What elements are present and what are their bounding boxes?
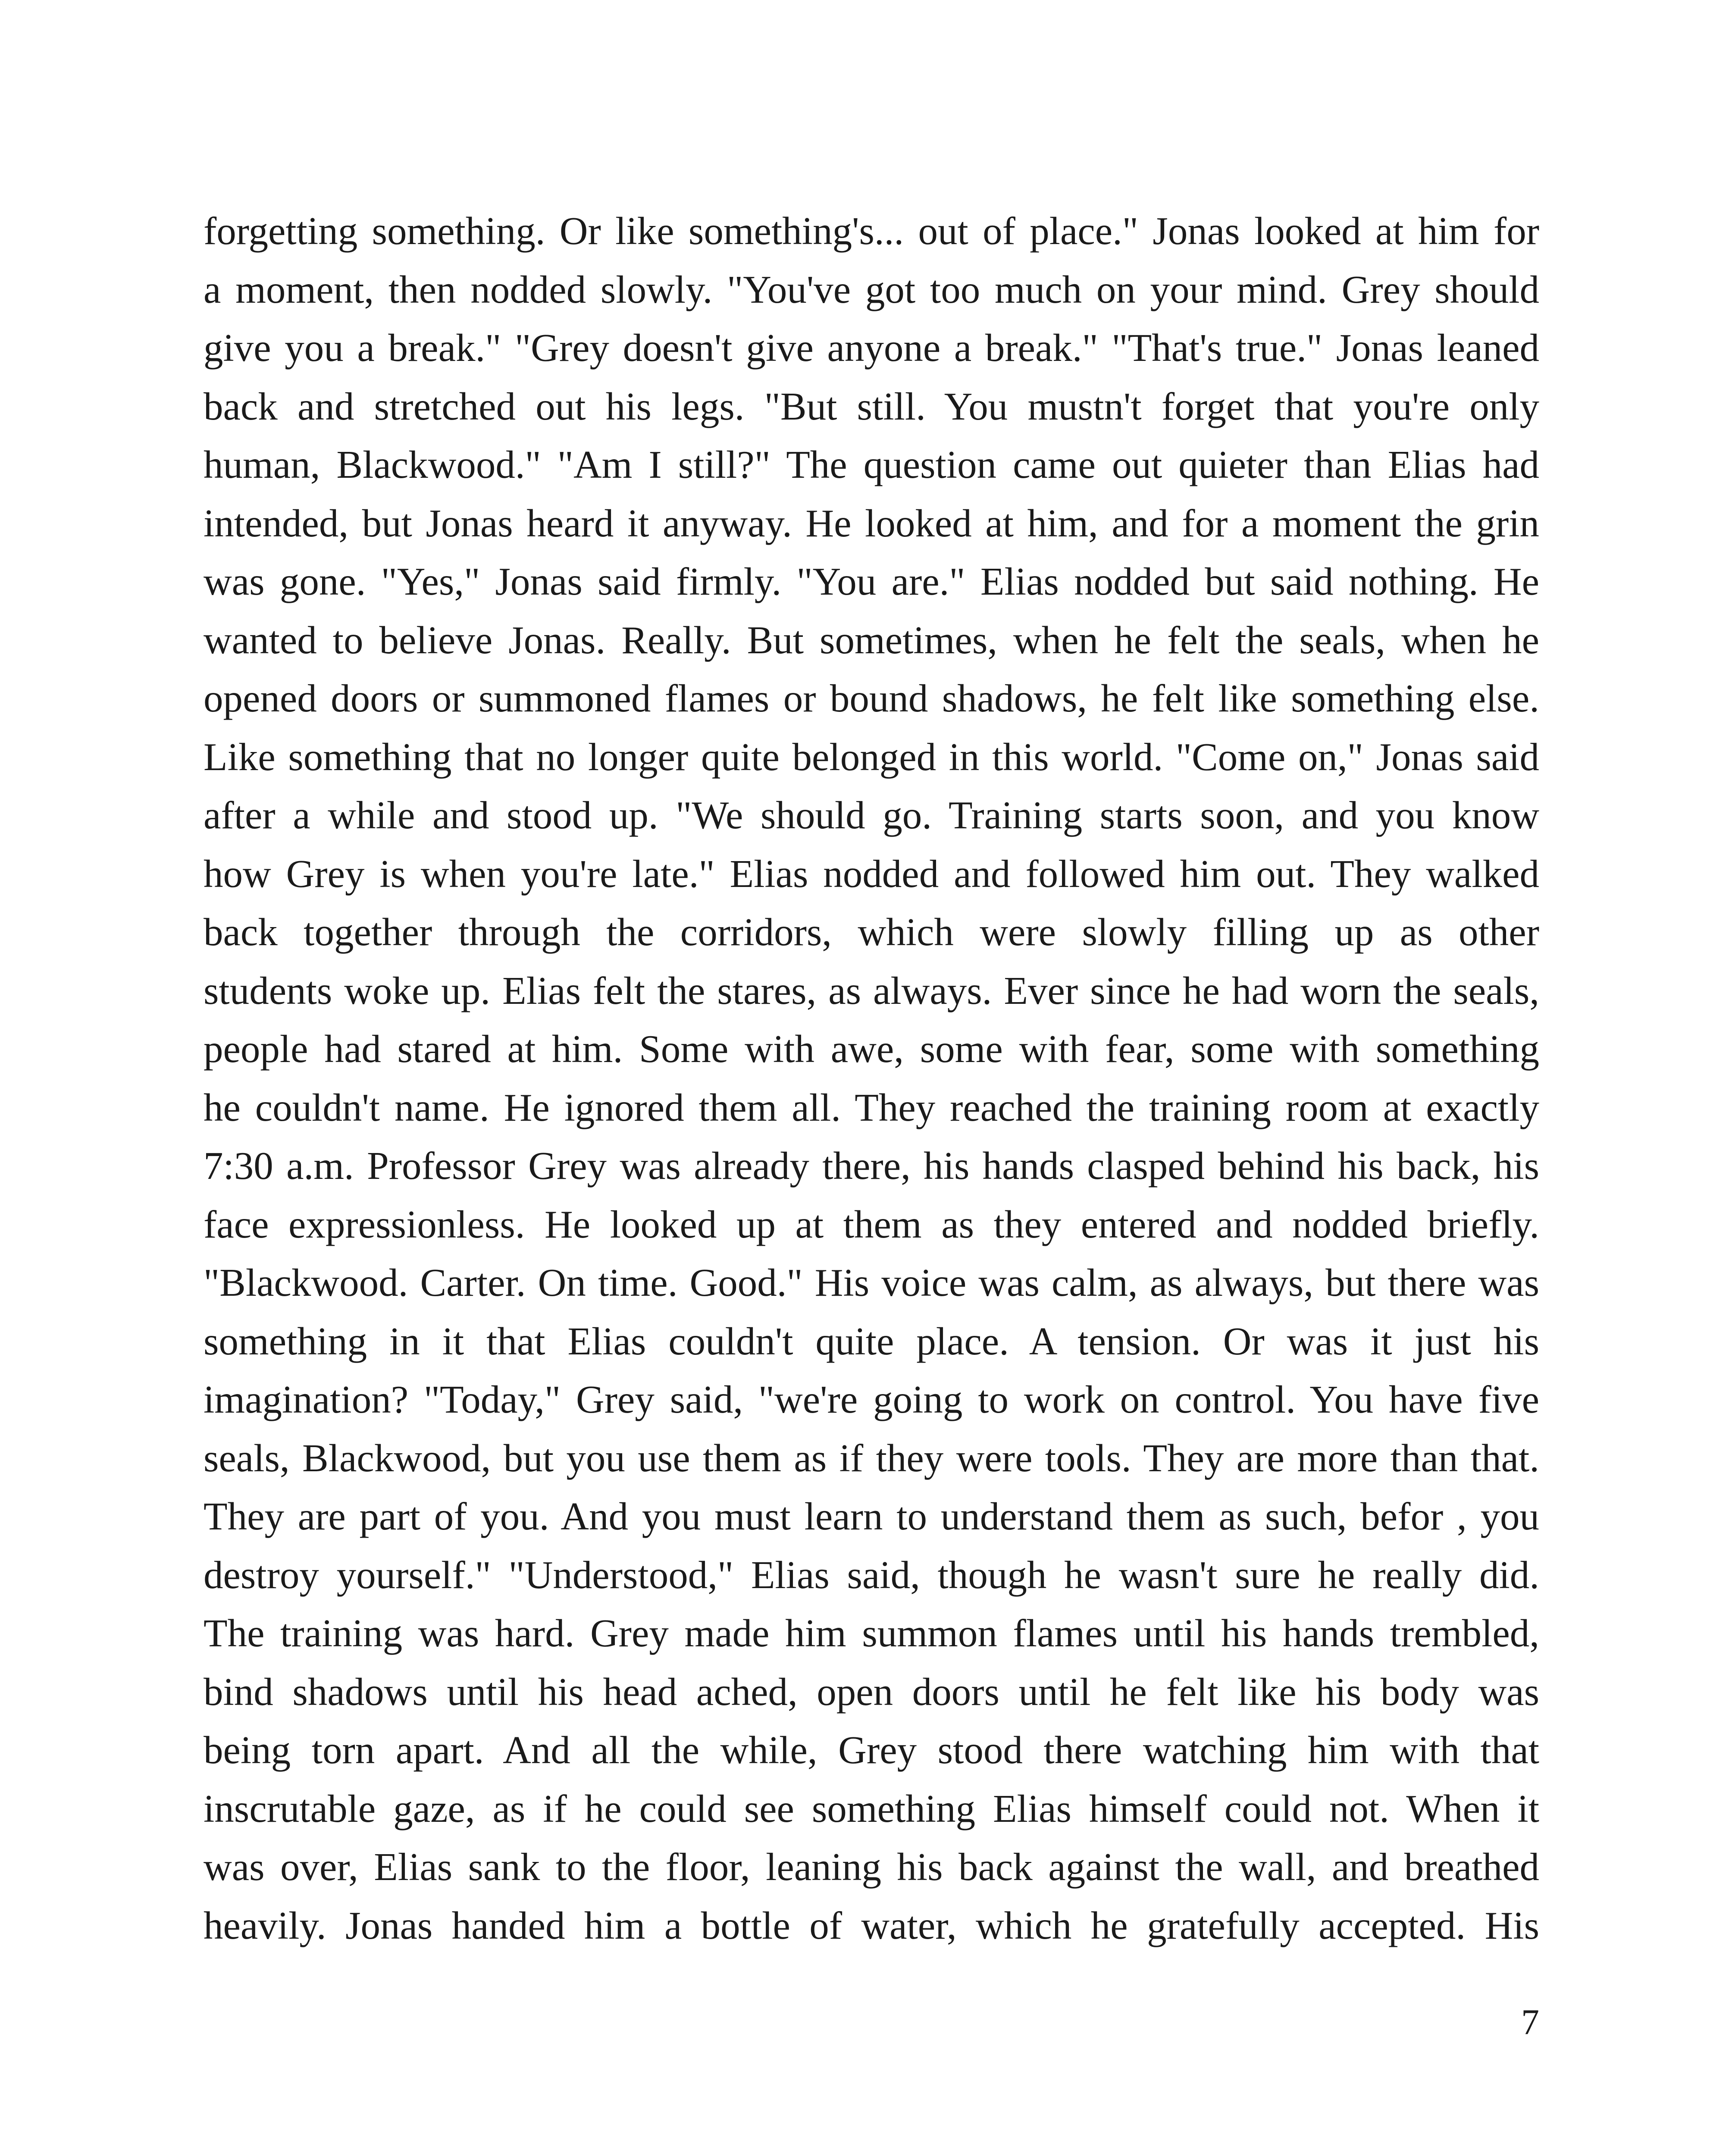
text-line: back together through the corridors, which were slowly filling up as other [204, 910, 1539, 954]
text-line: intended, but Jonas heard it anyway. He looked at him, and for a moment the grin [204, 501, 1539, 545]
text-line: 7:30 a.m. Professor Grey was already there, his hands clasped behind his back, his [204, 1144, 1539, 1188]
text-line: after a while and stood up. "We should go. Training starts soon, and you know [204, 793, 1539, 837]
text-line: forgetting something. Or like something's... out of place." Jonas looked at him for [204, 209, 1539, 253]
text-line: he couldn't name. He ignored them all. They reached the training room at exactly [204, 1085, 1539, 1129]
text-line: how Grey is when you're late." Elias nodded and followed him out. They walked [204, 852, 1539, 896]
text-line: "Blackwood. Carter. On time. Good." His voice was calm, as always, but there was [204, 1261, 1539, 1304]
page-number: 7 [1521, 2002, 1539, 2042]
text-line: was over, Elias sank to the floor, leaning his back against the wall, and breathed [204, 1845, 1539, 1889]
text-line: give you a break." "Grey doesn't give anyone a break." "That's true." Jonas leaned [204, 326, 1539, 370]
text-line: wanted to believe Jonas. Really. But sometimes, when he felt the seals, when he [204, 618, 1539, 662]
text-line: human, Blackwood." "Am I still?" The question came out quieter than Elias had [204, 443, 1539, 486]
text-line: bind shadows until his head ached, open doors until he felt like his body was [204, 1670, 1539, 1714]
text-line: was gone. "Yes," Jonas said firmly. "You are." Elias nodded but said nothing. He [204, 560, 1539, 603]
text-line: The training was hard. Grey made him summon flames until his hands trembled, [204, 1611, 1539, 1655]
text-line: opened doors or summoned flames or bound shadows, he felt like something else. [204, 677, 1539, 720]
text-line: seals, Blackwood, but you use them as if they were tools. They are more than that. [204, 1436, 1539, 1480]
text-line: Like something that no longer quite belonged in this world. "Come on," Jonas said [204, 735, 1539, 779]
text-line: back and stretched out his legs. "But still. You mustn't forget that you're only [204, 384, 1539, 428]
text-line: inscrutable gaze, as if he could see something Elias himself could not. When it [204, 1786, 1539, 1830]
text-line: a moment, then nodded slowly. "You've got too much on your mind. Grey should [204, 267, 1539, 311]
text-line: heavily. Jonas handed him a bottle of water, which he gratefully accepted. His [204, 1903, 1539, 1947]
text-line: students woke up. Elias felt the stares, as always. Ever since he had worn the seals, [204, 968, 1539, 1012]
text-line: destroy yourself." "Understood," Elias said, though he wasn't sure he really did. [204, 1553, 1539, 1597]
text-line: people had stared at him. Some with awe, some with fear, some with something [204, 1027, 1539, 1071]
text-line: imagination? "Today," Grey said, "we're going to work on control. You have five [204, 1378, 1539, 1421]
text-line: face expressionless. He looked up at them as they entered and nodded briefly. [204, 1202, 1539, 1246]
text-line: They are part of you. And you must learn to understand them as such, befor , you [204, 1495, 1539, 1538]
text-line: being torn apart. And all the while, Grey stood there watching him with that [204, 1728, 1539, 1772]
body-text [204, 202, 1539, 1955]
text-line: something in it that Elias couldn't quite place. A tension. Or was it just his [204, 1319, 1539, 1363]
